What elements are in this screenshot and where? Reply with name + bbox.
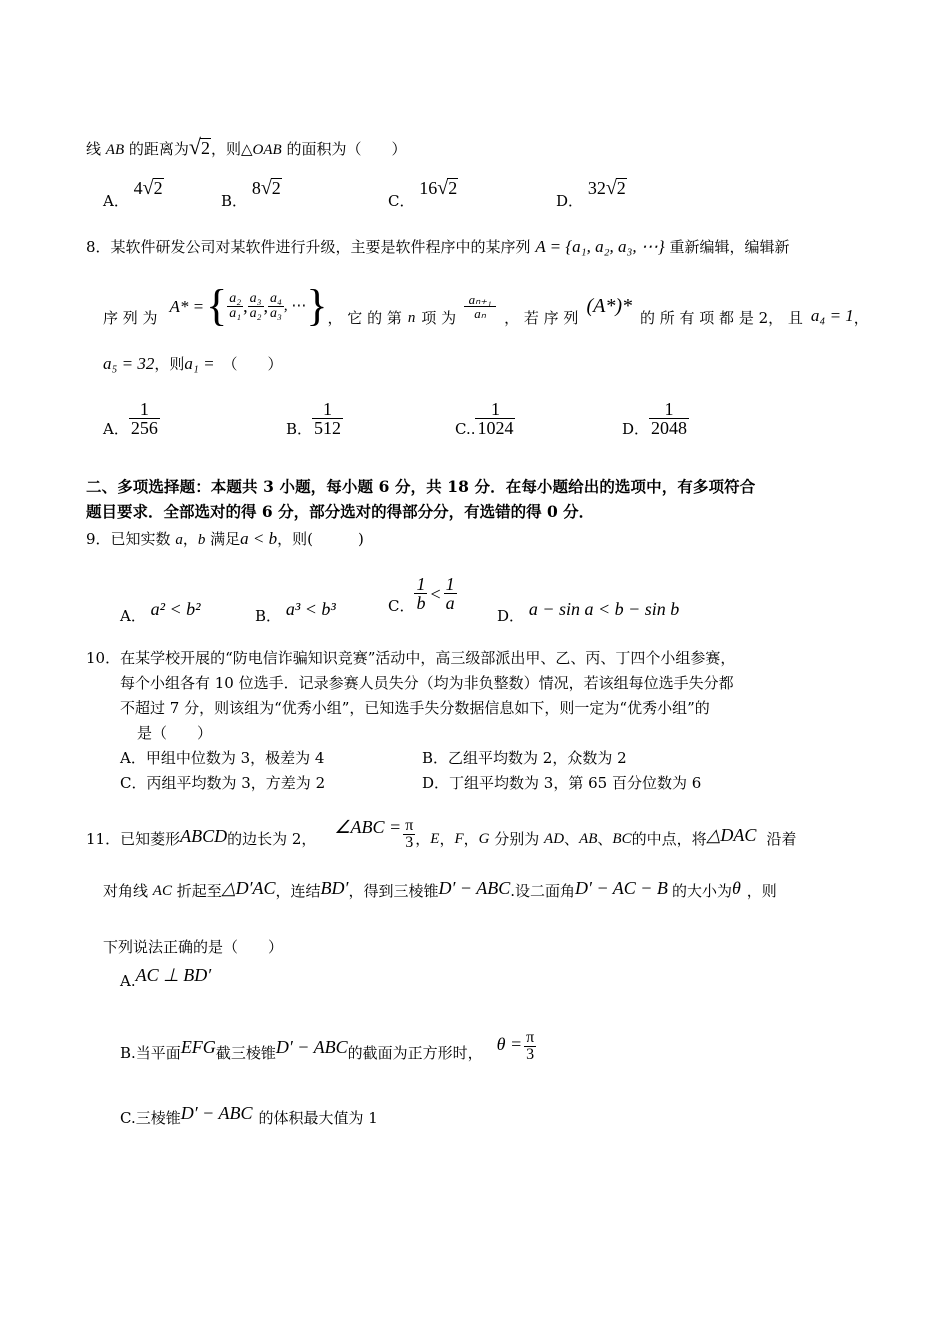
q9-text: ， <box>182 530 198 548</box>
plane-efg: EFG <box>180 1037 216 1057</box>
q8-text: 项 为 <box>421 308 457 327</box>
q7-text: 的面积为（ ） <box>281 140 407 158</box>
point-g: G <box>478 830 490 847</box>
q7-text: ，则△ <box>210 140 253 158</box>
frac-num: a₂ <box>229 290 242 306</box>
frac-num: 1 <box>139 399 149 419</box>
q7-option-a <box>103 178 164 209</box>
q11-option-c <box>120 1099 378 1126</box>
q9-text: ，则( ) <box>277 530 364 548</box>
q9-option-b <box>255 600 336 624</box>
point-e: E <box>430 830 440 847</box>
option-text: 当平面 <box>135 1043 181 1062</box>
q11-text: 沿着 <box>766 829 797 848</box>
frac-num: 1 <box>323 399 333 419</box>
option-label: C.. <box>455 420 476 438</box>
option-label: C． <box>388 192 415 210</box>
q9-text: 满足 <box>205 530 241 548</box>
comma: , <box>243 296 248 316</box>
option-coef: 4 <box>133 178 143 198</box>
q11-text: 的边长为 2， <box>227 829 317 848</box>
q7-text: 的距离为 <box>124 140 189 158</box>
option-coef: 8 <box>251 178 261 198</box>
q8-option-c <box>455 400 515 437</box>
q11-option-b <box>120 1022 536 1070</box>
q10-option-b <box>422 751 627 766</box>
option-expr: a² < b² <box>150 599 201 619</box>
option-text: 三棱锥 <box>135 1109 181 1127</box>
q11-line-1 <box>86 808 796 860</box>
q11-text: .设二面角 <box>510 882 576 900</box>
q8-option-d <box>622 400 689 437</box>
q11-text: 的大小为 <box>671 882 732 900</box>
option-label: A． <box>103 420 129 438</box>
option-label: B． <box>286 420 313 438</box>
less-than: < <box>430 583 441 604</box>
set-a-star: A* = <box>169 296 205 316</box>
sqrt-symbol: √ <box>437 177 449 199</box>
segment-bdprime: BD′ <box>320 877 349 898</box>
q10-option-a <box>120 751 324 766</box>
q11-text: 11．已知菱形 <box>86 829 181 848</box>
option-text: 丁组平均数为 3，第 65 百分位数为 6 <box>449 774 702 792</box>
segment-ad: AD <box>544 830 565 847</box>
var-ab: AB <box>105 142 125 158</box>
q8-term-frac <box>464 293 496 320</box>
option-label: A． <box>120 607 146 625</box>
q9-stem <box>86 530 364 548</box>
angle-frac <box>403 818 415 851</box>
q11-text: 分别为 <box>489 829 545 848</box>
sqrt-symbol: √ <box>260 177 272 199</box>
frac-den: b <box>416 593 426 613</box>
option-label: A． <box>103 192 129 210</box>
q11-line-2 <box>103 877 777 900</box>
option-label: A. <box>120 972 136 990</box>
option-label: B. <box>120 1043 136 1062</box>
q9-option-d <box>497 600 679 624</box>
q10-option-c <box>120 776 325 791</box>
section-2-header-line-1: 二、多项选择题：本题共 3 小题，每小题 6 分，共 18 分．在每小题给出的选项中，有多项符合 <box>86 477 756 496</box>
frac-den: 2048 <box>651 418 688 438</box>
q11-text: 的中点，将 <box>631 829 707 848</box>
option-text: 截三棱锥 <box>215 1043 276 1062</box>
seq-a-star-star: (A*)* <box>586 295 632 317</box>
option-label: B． <box>221 192 248 210</box>
q7-option-b <box>221 178 282 209</box>
q7-stem <box>86 136 406 158</box>
q8-text: （ ） <box>222 355 283 373</box>
option-text: 的体积最大值为 1 <box>258 1109 378 1127</box>
q11-text: 折起至 <box>171 882 222 900</box>
option-text: 甲组中位数为 3，极差为 4 <box>145 749 325 767</box>
frac-num: aₙ₊₁ <box>468 291 492 307</box>
option-frac <box>312 400 343 437</box>
q11-text: ，得到三棱锥 <box>348 882 439 900</box>
q11-text: 、 <box>564 829 580 848</box>
frac-num: a₃ <box>249 290 262 306</box>
frac-den: 3 <box>405 833 414 851</box>
sqrt-symbol: √ <box>142 177 154 199</box>
point-f: F <box>454 830 464 847</box>
brace-close: } <box>306 281 328 330</box>
q8-line-3 <box>103 355 283 372</box>
option-coef: 32 <box>587 178 606 198</box>
q8-text: 的 所 有 项 都 是 2， 且 <box>639 308 803 327</box>
set-frac-1 <box>227 292 243 321</box>
frac-den: a₃ <box>270 305 282 321</box>
q8-text: 重新编辑，编辑新 <box>664 238 790 256</box>
option-root: 2 <box>271 178 281 198</box>
frac-num: π <box>526 1028 535 1046</box>
frac-num: 1 <box>664 399 674 419</box>
q7-text: 线 <box>86 140 106 158</box>
option-coef: 16 <box>419 178 438 198</box>
set-frac-3 <box>268 292 284 321</box>
section-2-header-line-2: 题目要求．全部选对的得 6 分，部分选对的得部分分，有选错的得 0 分． <box>86 502 595 521</box>
var-a: a <box>175 532 183 548</box>
sqrt-symbol: √ <box>188 134 201 159</box>
q7-option-d <box>556 178 627 209</box>
segment-bc: BC <box>612 830 632 847</box>
option-label: D． <box>422 774 450 792</box>
option-label: B． <box>255 607 282 625</box>
frac-den: 512 <box>314 418 342 438</box>
dihedral-angle: D′ − AC − B <box>575 877 668 898</box>
option-label: C． <box>388 597 415 615</box>
q8-option-b <box>286 400 343 437</box>
q10-line-2: 每个小组各有 10 位选手．记录参赛人员失分（均为非负整数）情况，若该组每位选手失分都 <box>120 674 734 692</box>
q11-text: ， <box>439 829 455 848</box>
q8-text: ， 若 序 列 <box>504 308 579 327</box>
option-expr: a³ < b³ <box>285 599 336 619</box>
comma: , <box>263 296 269 316</box>
option-frac-right <box>444 575 457 612</box>
q10-line-4: 是（ ） <box>137 724 213 742</box>
option-label: B． <box>422 749 449 767</box>
q11-text: 对角线 <box>103 882 153 900</box>
q8-line-2 <box>103 276 869 336</box>
pyramid-dprime-abc: D′ − ABC <box>180 1102 253 1123</box>
q11-option-a <box>120 966 211 989</box>
q8-text: 8．某软件研发公司对某软件进行升级，主要是软件程序中的某序列 <box>86 238 536 256</box>
q11-text: 、 <box>597 829 613 848</box>
frac-num: a₄ <box>270 290 282 306</box>
segment-ac: AC <box>152 883 172 899</box>
option-label: C. <box>120 1109 136 1127</box>
a1-eq: a₁ = <box>184 354 215 373</box>
frac-den: 1024 <box>477 418 514 438</box>
triangle-dac: △DAC <box>706 825 757 845</box>
q8-text: ，则 <box>154 355 185 373</box>
q7-option-c <box>388 178 458 209</box>
a4-eq: a₄ = 1 <box>810 305 854 325</box>
option-root: 2 <box>616 178 626 198</box>
option-frac <box>649 400 689 437</box>
frac-den: aₙ <box>464 306 496 320</box>
theta-eq: θ = <box>496 1034 523 1054</box>
option-label: D． <box>556 192 584 210</box>
option-label: A． <box>120 749 146 767</box>
q9-option-c <box>388 573 457 614</box>
option-text: 乙组平均数为 2，众数为 2 <box>448 749 627 767</box>
sqrt-symbol: √ <box>605 177 617 199</box>
q11-text: ，则 <box>746 882 777 900</box>
option-root: 2 <box>153 178 163 198</box>
rhombus-abcd: ABCD <box>180 826 228 846</box>
option-frac <box>129 400 160 437</box>
set-tail: , ⋯ <box>283 297 307 314</box>
q11-text: ， <box>463 829 479 848</box>
option-text: 丙组平均数为 3，方差为 2 <box>146 774 326 792</box>
option-expr: AC ⊥ BD′ <box>135 965 212 985</box>
segment-ab: AB <box>579 830 598 847</box>
q9-option-a <box>120 600 201 624</box>
angle-abc: ∠ABC = <box>334 817 402 837</box>
frac-den: a₁ <box>229 305 242 321</box>
q8-option-a <box>103 400 160 437</box>
var-oab: OAB <box>252 142 282 158</box>
q11-line-3: 下列说法正确的是（ ） <box>103 938 284 956</box>
frac-den: 256 <box>130 418 158 438</box>
frac-num: π <box>405 816 414 834</box>
frac-num: 1 <box>416 574 426 594</box>
option-text: 的截面为正方形时， <box>347 1043 483 1062</box>
option-root: 2 <box>448 178 458 198</box>
q9-condition: a < b <box>240 529 278 548</box>
q8-text: ， <box>853 308 869 327</box>
frac-num: 1 <box>490 399 500 419</box>
var-b: b <box>197 532 206 548</box>
var-n: n <box>407 309 416 326</box>
q7-dist-value: 2 <box>200 138 210 158</box>
var-theta: θ <box>731 877 741 898</box>
option-label: D． <box>622 420 650 438</box>
q9-text: 9．已知实数 <box>86 530 176 548</box>
q10-line-3: 不超过 7 分，则该组为“优秀小组”，已知选手失分数据信息如下，则一定为“优秀小组”的 <box>120 699 710 717</box>
theta-frac <box>524 1030 536 1063</box>
option-label: D． <box>497 607 525 625</box>
option-label: C． <box>120 774 147 792</box>
q8-line-1 <box>86 238 790 255</box>
q10-option-d <box>422 776 701 791</box>
q11-text: ， <box>415 829 431 848</box>
q11-text: ，连结 <box>275 882 321 900</box>
option-frac-left <box>414 575 427 612</box>
frac-num: 1 <box>445 574 455 594</box>
triangle-dprime-ac: △D′AC <box>221 877 276 898</box>
pyramid-dprime-abc: D′ − ABC <box>275 1037 348 1057</box>
q8-text: 序 列 为 <box>103 308 158 327</box>
option-frac <box>475 400 515 437</box>
frac-den: a₂ <box>249 305 262 321</box>
frac-den: a <box>445 593 455 613</box>
set-frac-2 <box>248 292 264 321</box>
pyramid-dprime-abc: D′ − ABC <box>438 877 511 898</box>
brace-open: { <box>206 281 228 330</box>
set-a: A = {a₁, a₂, a₃, ⋯} <box>535 237 665 256</box>
a5-eq: a₅ = 32 <box>103 354 155 373</box>
q8-text: ， 它 的 第 <box>327 308 402 327</box>
q10-line-1: 10．在某学校开展的“防电信诈骗知识竞赛”活动中，高三级部派出甲、乙、丙、丁四个小组参赛， <box>86 649 736 667</box>
option-expr: a − sin a < b − sin b <box>528 599 680 619</box>
frac-den: 3 <box>526 1045 535 1063</box>
